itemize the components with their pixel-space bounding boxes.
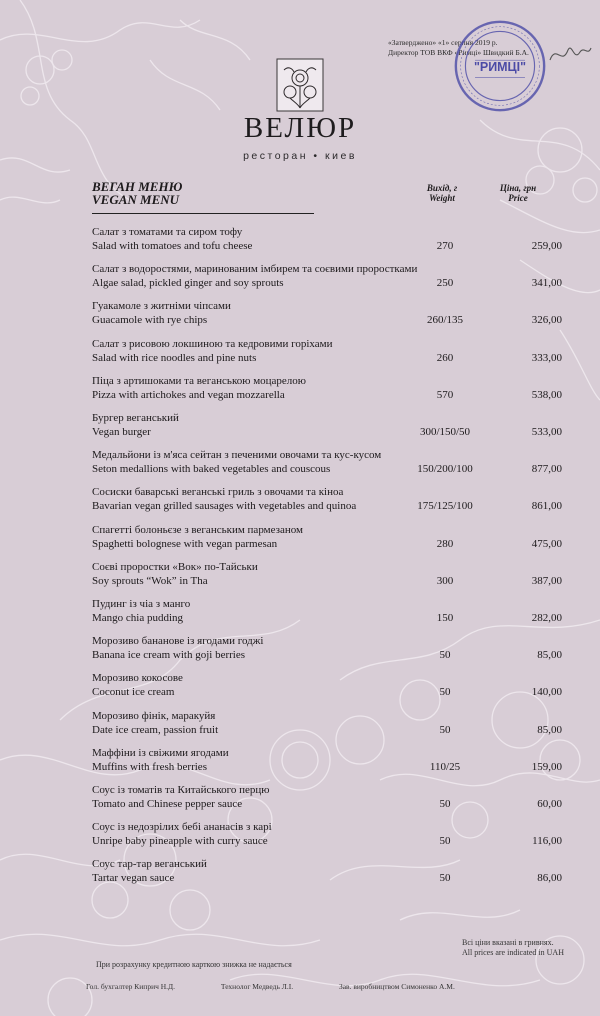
- menu-title: [92, 180, 182, 206]
- menu-item-price: 140,00: [531, 686, 562, 699]
- menu-item-weight: 110/25: [429, 760, 461, 773]
- menu-item-price: 387,00: [531, 574, 562, 587]
- technologist-signatory: Технолог Медведь Л.І.: [220, 982, 294, 991]
- menu-item-name-en: Tomato and Chinese pepper sauce: [92, 798, 243, 810]
- director-signature: [548, 38, 592, 68]
- menu-item: [92, 561, 562, 591]
- menu-item-name-ua: Медальйони із м'яса сейтан з печеними овочами та кус-кусом: [92, 449, 382, 462]
- menu-item-price: 159,00: [531, 760, 562, 773]
- approval-line-1: «Затверджено» «1» серпня 2019 р.: [388, 38, 498, 47]
- menu-item-name-ua: Соус із недозрілих бебі ананасів з карі: [92, 821, 272, 834]
- menu-item-name-ua: Салат з водоростями, маринованим імбирем та соєвими проростками: [92, 263, 418, 276]
- menu-item-price: 861,00: [531, 500, 562, 513]
- weight-header-en: Weight: [429, 193, 455, 203]
- menu-title-ua: ВЕГАН МЕНЮ: [92, 179, 183, 194]
- menu-item-price: 282,00: [531, 612, 562, 624]
- stamp-name: "РИМЦІ": [473, 59, 527, 74]
- menu-item-weight: 250: [436, 277, 454, 290]
- menu-item: [92, 598, 562, 628]
- menu-item-name-ua: Салат з рисовою локшиною та кедровими горіхами: [92, 337, 333, 350]
- price-header-ua: Ціна, грн: [499, 183, 537, 193]
- menu-item-weight: 150: [436, 612, 454, 624]
- production-signatory: Зав. виробництвом Симоненко А.М.: [338, 982, 455, 991]
- menu-item-name-en: Spaghetti bolognese with vegan parmesan: [92, 537, 278, 550]
- weight-header-ua: Вихід, г: [426, 183, 458, 193]
- menu-item-name-ua: Салат з томатами та сиром тофу: [92, 226, 243, 238]
- menu-item: [92, 821, 562, 851]
- menu-item-name-ua: Морозиво кокосове: [92, 672, 183, 685]
- menu-item-name-ua: Соус тар-тар веганський: [92, 858, 207, 871]
- menu-item-weight: 50: [439, 649, 451, 662]
- menu-item-name-en: Salad with tomatoes and tofu cheese: [92, 240, 253, 252]
- price-header-en: Price: [508, 193, 528, 203]
- menu-item-name-en: Mango chia pudding: [92, 612, 184, 624]
- menu-item-name-en: Soy sprouts “Wok” in Tha: [92, 574, 208, 587]
- menu-item: [92, 524, 562, 554]
- menu-item-price: 333,00: [531, 351, 562, 364]
- menu-item-name-en: Banana ice cream with goji berries: [92, 649, 246, 662]
- menu-item-name-ua: Морозиво фінік, маракуйя: [92, 709, 216, 722]
- menu-item-name-en: Unripe baby pineapple with curry sauce: [92, 835, 268, 848]
- menu-item-price: 259,00: [531, 240, 562, 252]
- menu-item-weight: 300: [436, 574, 454, 587]
- price-column-header: [478, 183, 558, 203]
- currency-note: [462, 938, 564, 958]
- menu-item-name-en: Coconut ice cream: [92, 686, 175, 699]
- menu-item-price: 60,00: [537, 798, 562, 810]
- menu-item-name-en: Algae salad, pickled ginger and soy sprouts: [92, 277, 284, 290]
- menu-item-price: 85,00: [537, 649, 562, 662]
- menu-item-name-en: Guacamole with rye chips: [92, 314, 208, 327]
- menu-item-name-en: Date ice cream, passion fruit: [92, 723, 219, 736]
- menu-item-price: 533,00: [531, 426, 562, 438]
- menu-item-name-ua: Бургер веганський: [92, 412, 179, 424]
- menu-title-en: VEGAN MENU: [92, 192, 180, 207]
- menu-item: [92, 486, 562, 516]
- menu-item-price: 116,00: [532, 835, 562, 848]
- menu-item-name-ua: Спагетті болоньєзе з веганським пармезаном: [92, 523, 303, 536]
- menu-item-name-en: Bavarian vegan grilled sausages with vegetables and quinoa: [92, 500, 357, 513]
- menu-item-price: 86,00: [537, 872, 562, 885]
- menu-item: [92, 338, 562, 368]
- menu-item-name-ua: Пудинг із чіа з манго: [92, 598, 191, 610]
- menu-item-weight: 50: [439, 872, 451, 885]
- menu-item-name-ua: Сосиски баварські веганські гриль з овочами та кіноа: [92, 486, 344, 499]
- menu-item: [92, 226, 562, 256]
- signatories: [86, 982, 499, 991]
- menu-item: [92, 672, 562, 702]
- menu-item: [92, 710, 562, 740]
- menu-item-name-ua: Морозиво бананове із ягодами годжі: [92, 635, 264, 648]
- approval-line-2: Директор ТОВ ВКФ «Римці» Швидкий Б.А.: [388, 48, 529, 57]
- menu-item-price: 877,00: [531, 463, 562, 476]
- menu-item-price: 85,00: [537, 723, 562, 736]
- menu-item: [92, 635, 562, 665]
- menu-item-weight: 280: [436, 537, 454, 550]
- menu-item: [92, 375, 562, 405]
- menu-item-weight: 570: [436, 388, 454, 401]
- menu-item-name-en: Seton medallions with baked vegetables and couscous: [92, 463, 331, 476]
- menu-item-name-ua: Піца з артишоками та веганською моцарелою: [92, 374, 307, 387]
- menu-item: [92, 858, 562, 888]
- menu-item-name-ua: Маффіни із свіжими ягодами: [92, 746, 229, 759]
- menu-item: [92, 784, 562, 814]
- company-stamp: [452, 18, 548, 114]
- weight-column-header: [402, 183, 482, 203]
- restaurant-name: ВЕЛЮР: [243, 112, 357, 144]
- menu-item-name-en: Salad with rice noodles and pine nuts: [92, 351, 257, 364]
- menu-item: [92, 747, 562, 777]
- accountant-signatory: Гол. бухгалтер Киприч Н.Д.: [86, 982, 176, 991]
- menu-item-price: 341,00: [531, 277, 562, 290]
- menu-item-weight: 260/135: [426, 314, 464, 327]
- menu-item-name-en: Muffins with fresh berries: [92, 760, 207, 773]
- menu-item: [92, 412, 562, 442]
- currency-note-ua: Всі ціни вказані в гривнях.: [462, 938, 554, 947]
- credit-card-note: При розрахунку кредитною карткою знижка не надається: [96, 960, 292, 969]
- restaurant-subtitle: ресторан • киев: [243, 150, 357, 162]
- menu-item-name-en: Vegan burger: [92, 426, 151, 438]
- currency-note-en: All prices are indicated in UAH: [462, 948, 564, 957]
- menu-item-name-ua: Соєві проростки «Вок» по-Тайськи: [92, 560, 258, 573]
- menu-item-name-ua: Гуакамоле з житніми чіпсами: [92, 300, 231, 313]
- menu-item-weight: 50: [439, 798, 451, 810]
- title-divider: [92, 213, 314, 214]
- menu-item: [92, 300, 562, 330]
- menu-item-weight: 50: [439, 835, 451, 848]
- menu-item-weight: 50: [439, 723, 451, 736]
- menu-item-price: 326,00: [531, 314, 562, 327]
- menu-item-price: 538,00: [531, 388, 562, 401]
- menu-item-weight: 270: [436, 240, 454, 252]
- menu-item-name-ua: Соус із томатів та Китайського перцю: [92, 784, 270, 796]
- menu-item: [92, 263, 562, 293]
- flower-logo-icon: [276, 58, 324, 112]
- menu-item-weight: 300/150/50: [419, 426, 471, 438]
- menu-item-weight: 260: [436, 351, 454, 364]
- menu-item-weight: 150/200/100: [417, 463, 473, 476]
- menu-item-weight: 175/125/100: [417, 500, 473, 513]
- menu-item-name-en: Pizza with artichokes and vegan mozzarella: [92, 388, 285, 401]
- menu-item-name-en: Tartar vegan sauce: [92, 872, 175, 885]
- menu-item-price: 475,00: [531, 537, 562, 550]
- menu-item: [92, 449, 562, 479]
- menu-item-weight: 50: [439, 686, 451, 699]
